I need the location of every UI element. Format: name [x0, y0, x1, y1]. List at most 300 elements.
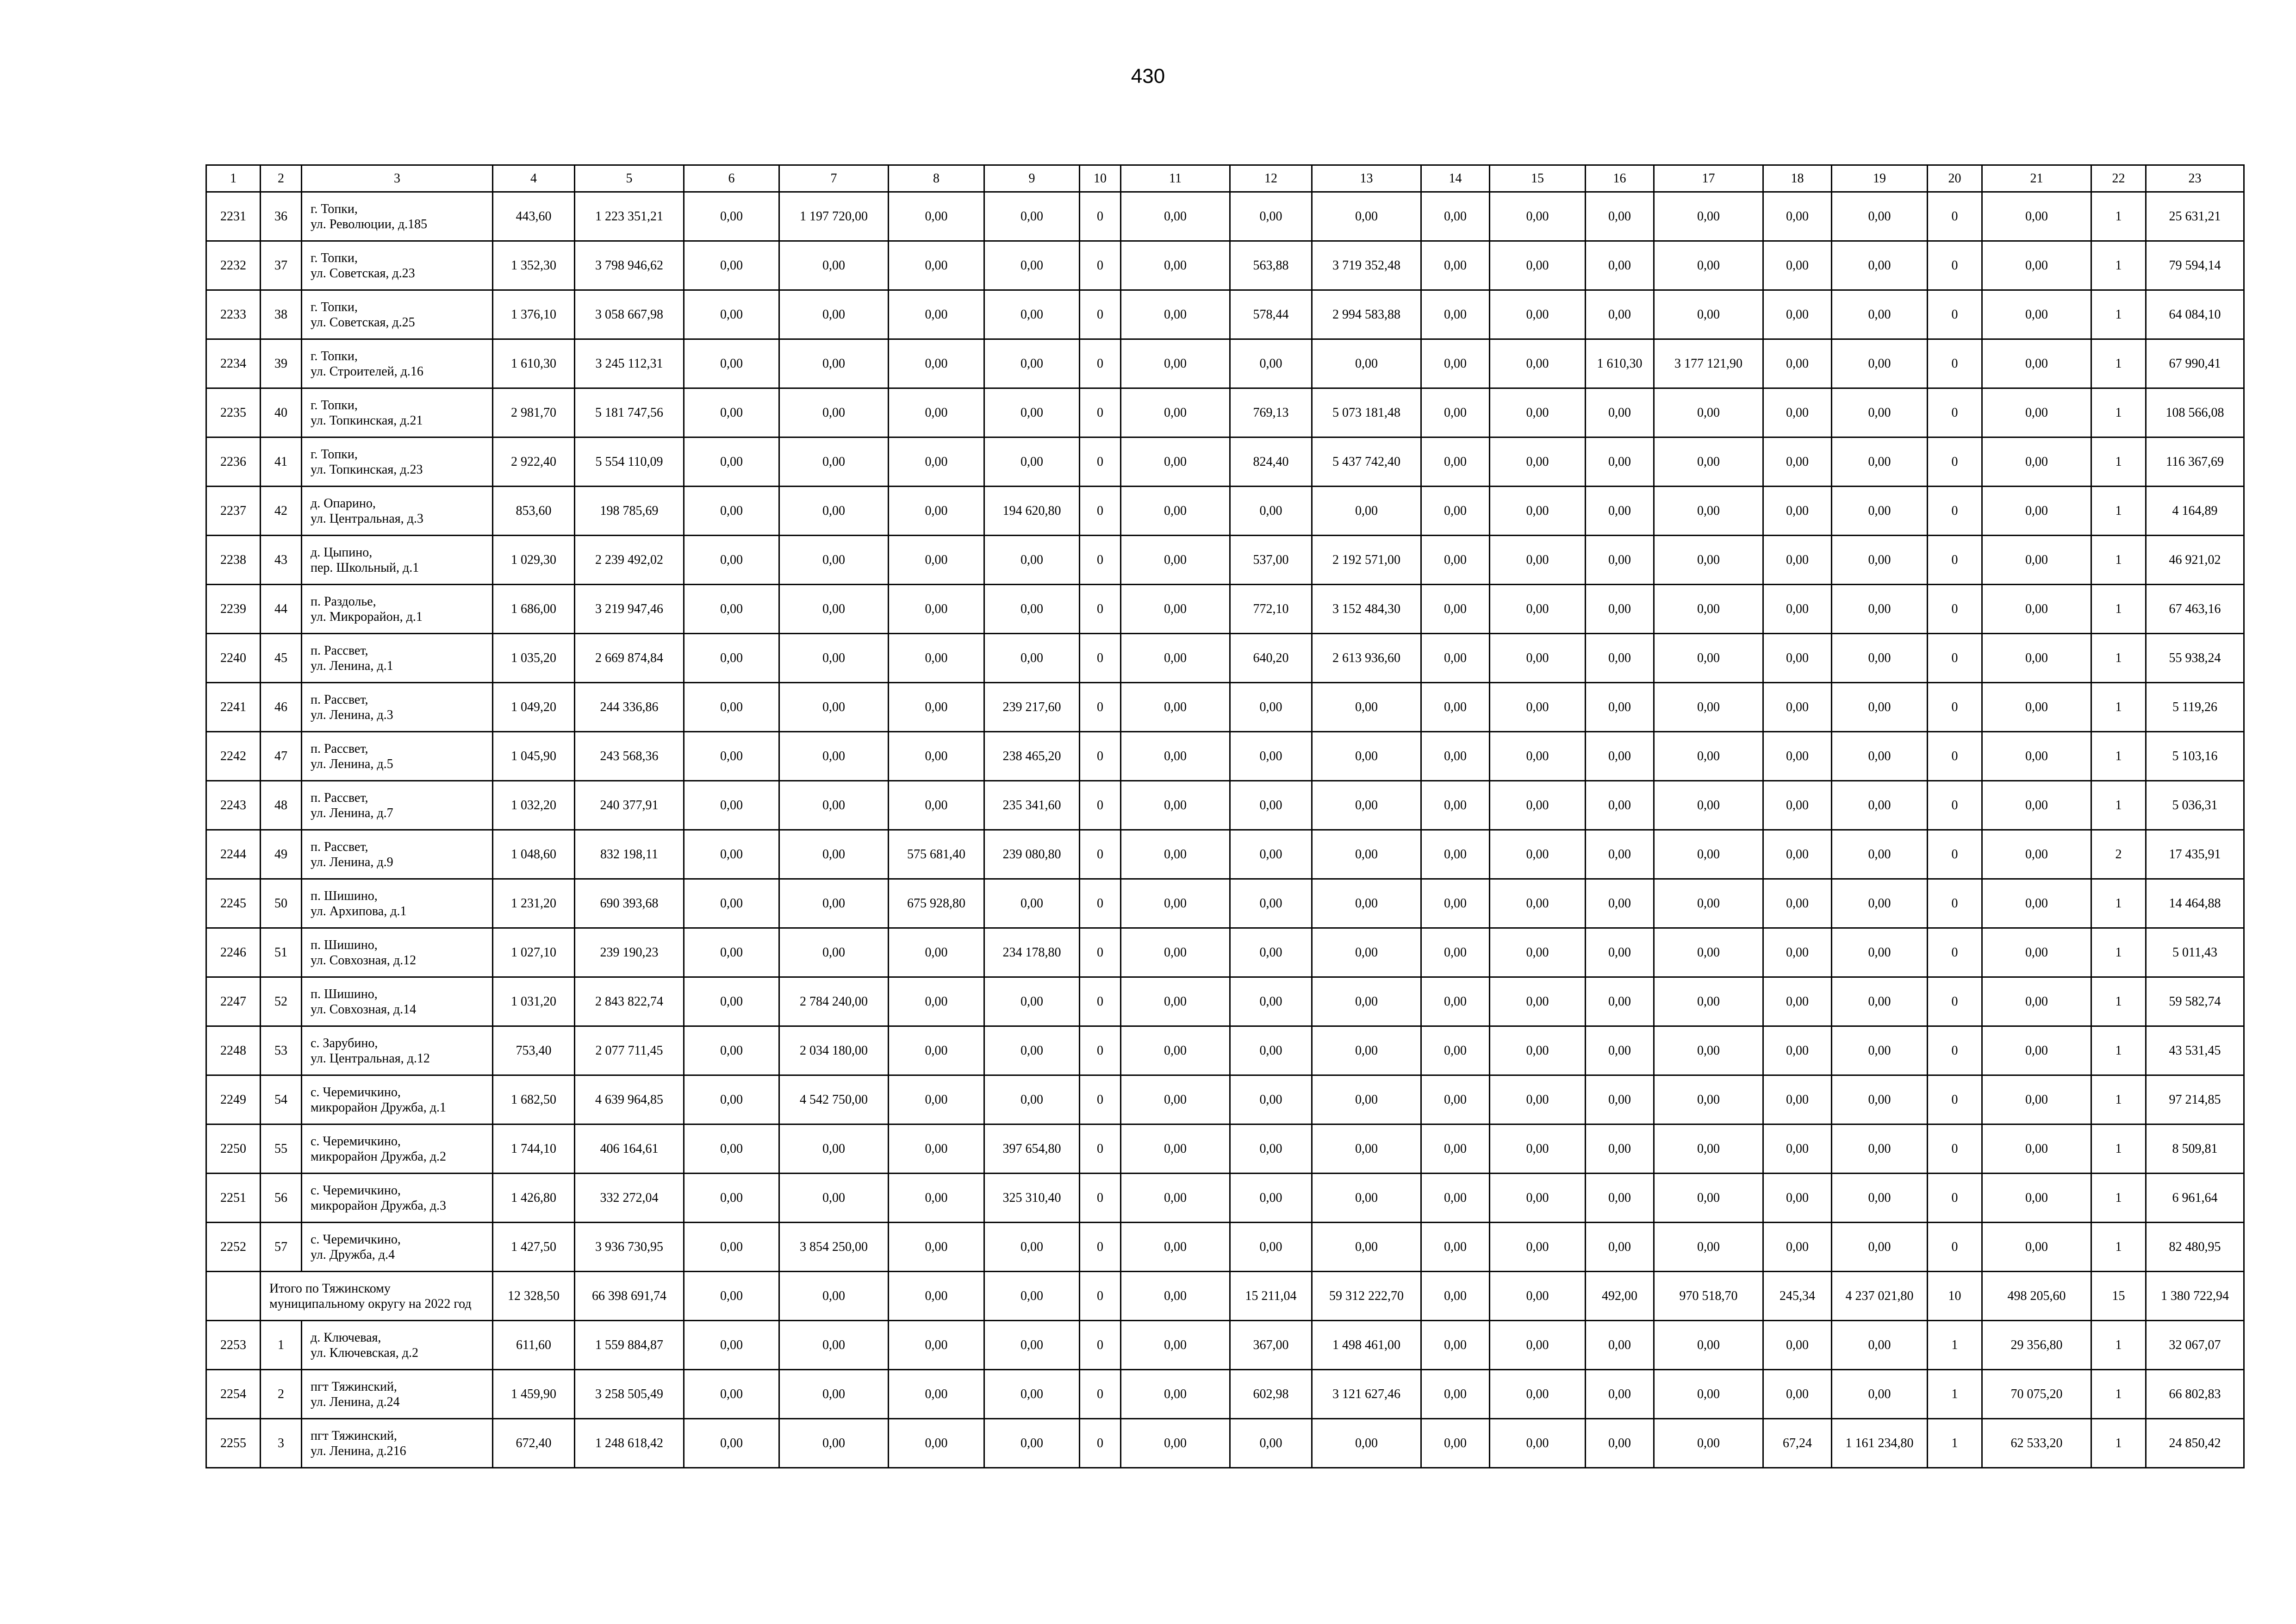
value-cell-col-6: 0,00 [684, 1026, 779, 1075]
address-locality: д. Цыпино, [311, 545, 373, 560]
value-cell-col-4: 1 682,50 [493, 1075, 575, 1124]
value-cell-col-10: 0 [1080, 683, 1121, 732]
value-cell-col-6: 0,00 [684, 585, 779, 634]
address-cell [302, 1026, 493, 1075]
value-cell-col-23: 5 036,31 [2146, 781, 2244, 830]
value-cell-col-5: 1 248 618,42 [575, 1419, 684, 1468]
value-cell-col-5: 2 239 492,02 [575, 536, 684, 585]
value-cell-col-5: 243 568,36 [575, 732, 684, 781]
value-cell-col-6: 0,00 [684, 977, 779, 1026]
table-row [206, 928, 2244, 977]
row-number-cell: 2251 [206, 1174, 261, 1223]
column-number-cell: 17 [1654, 165, 1763, 192]
value-cell-col-5: 2 669 874,84 [575, 634, 684, 683]
row-number-cell: 2236 [206, 437, 261, 487]
value-cell-col-18: 0,00 [1763, 830, 1832, 879]
value-cell-col-6: 0,00 [684, 487, 779, 536]
value-cell-col-16: 0,00 [1586, 977, 1654, 1026]
value-cell-col-23: 6 961,64 [2146, 1174, 2244, 1223]
address-street: ул. Ленина, д.216 [311, 1443, 406, 1458]
value-cell-col-18: 0,00 [1763, 1075, 1832, 1124]
value-cell-col-13: 0,00 [1312, 683, 1421, 732]
value-cell-col-20: 0 [1928, 388, 1982, 437]
row-number-cell: 2231 [206, 192, 261, 241]
value-cell-col-15: 0,00 [1490, 732, 1586, 781]
value-cell-col-13: 2 994 583,88 [1312, 290, 1421, 339]
value-cell-col-12: 0,00 [1230, 192, 1312, 241]
value-cell-col-15: 0,00 [1490, 1124, 1586, 1174]
value-cell-col-8: 0,00 [889, 634, 984, 683]
row-number-cell: 2233 [206, 290, 261, 339]
value-cell-col-9: 0,00 [984, 1321, 1080, 1370]
address-cell [302, 1223, 493, 1272]
value-cell-col-7: 3 854 250,00 [779, 1223, 889, 1272]
value-cell-col-23: 5 103,16 [2146, 732, 2244, 781]
item-index-cell: 55 [261, 1124, 302, 1174]
value-cell-col-22: 1 [2091, 1419, 2146, 1468]
total-label [261, 1272, 493, 1321]
value-cell-col-23: 1 380 722,94 [2146, 1272, 2244, 1321]
value-cell-col-17: 0,00 [1654, 487, 1763, 536]
value-cell-col-9: 325 310,40 [984, 1174, 1080, 1223]
value-cell-col-14: 0,00 [1421, 732, 1490, 781]
value-cell-col-22: 1 [2091, 1370, 2146, 1419]
value-cell-col-11: 0,00 [1121, 585, 1230, 634]
value-cell-col-21: 0,00 [1982, 1174, 2091, 1223]
value-cell-col-18: 0,00 [1763, 732, 1832, 781]
value-cell-col-9: 239 080,80 [984, 830, 1080, 879]
value-cell-col-17: 0,00 [1654, 388, 1763, 437]
value-cell-col-14: 0,00 [1421, 339, 1490, 388]
value-cell-col-11: 0,00 [1121, 683, 1230, 732]
value-cell-col-16: 0,00 [1586, 585, 1654, 634]
address-locality: пгт Тяжинский, [311, 1428, 397, 1443]
address-cell [302, 1321, 493, 1370]
table-row [206, 290, 2244, 339]
value-cell-col-22: 1 [2091, 290, 2146, 339]
value-cell-col-22: 1 [2091, 928, 2146, 977]
address-street: ул. Дружба, д.4 [311, 1247, 395, 1262]
value-cell-col-22: 1 [2091, 241, 2146, 290]
value-cell-col-19: 0,00 [1832, 388, 1928, 437]
address-street: ул. Ленина, д.3 [311, 707, 393, 722]
value-cell-col-13: 3 719 352,48 [1312, 241, 1421, 290]
item-index-cell: 54 [261, 1075, 302, 1124]
address-locality: п. Рассвет, [311, 839, 368, 854]
address-cell [302, 634, 493, 683]
value-cell-col-20: 1 [1928, 1321, 1982, 1370]
row-number-cell: 2250 [206, 1124, 261, 1174]
column-number-cell: 19 [1832, 165, 1928, 192]
value-cell-col-23: 97 214,85 [2146, 1075, 2244, 1124]
value-cell-col-14: 0,00 [1421, 192, 1490, 241]
value-cell-col-7: 0,00 [779, 487, 889, 536]
value-cell-col-15: 0,00 [1490, 241, 1586, 290]
address-locality: с. Черемичкино, [311, 1232, 401, 1247]
value-cell-col-23: 32 067,07 [2146, 1321, 2244, 1370]
value-cell-col-11: 0,00 [1121, 388, 1230, 437]
value-cell-col-15: 0,00 [1490, 683, 1586, 732]
value-cell-col-7: 0,00 [779, 1370, 889, 1419]
value-cell-col-5: 3 798 946,62 [575, 241, 684, 290]
row-number-cell: 2238 [206, 536, 261, 585]
value-cell-col-12: 367,00 [1230, 1321, 1312, 1370]
value-cell-col-7: 0,00 [779, 781, 889, 830]
value-cell-col-17: 0,00 [1654, 1419, 1763, 1468]
value-cell-col-11: 0,00 [1121, 928, 1230, 977]
value-cell-col-8: 675 928,80 [889, 879, 984, 928]
value-cell-col-4: 1 031,20 [493, 977, 575, 1026]
value-cell-col-23: 79 594,14 [2146, 241, 2244, 290]
value-cell-col-12: 0,00 [1230, 1419, 1312, 1468]
address-street: ул. Топкинская, д.21 [311, 413, 423, 428]
value-cell-col-12: 0,00 [1230, 781, 1312, 830]
value-cell-col-13: 59 312 222,70 [1312, 1272, 1421, 1321]
value-cell-col-21: 0,00 [1982, 536, 2091, 585]
value-cell-col-6: 0,00 [684, 290, 779, 339]
value-cell-col-4: 1 027,10 [493, 928, 575, 977]
value-cell-col-8: 0,00 [889, 192, 984, 241]
value-cell-col-11: 0,00 [1121, 830, 1230, 879]
column-number-cell: 22 [2091, 165, 2146, 192]
value-cell-col-15: 0,00 [1490, 1419, 1586, 1468]
value-cell-col-12: 602,98 [1230, 1370, 1312, 1419]
address-street: ул. Центральная, д.12 [311, 1051, 430, 1066]
value-cell-col-18: 0,00 [1763, 1124, 1832, 1174]
value-cell-col-14: 0,00 [1421, 290, 1490, 339]
value-cell-col-4: 2 922,40 [493, 437, 575, 487]
row-number-cell: 2240 [206, 634, 261, 683]
value-cell-col-16: 0,00 [1586, 241, 1654, 290]
value-cell-col-19: 0,00 [1832, 1174, 1928, 1223]
value-cell-col-13: 0,00 [1312, 928, 1421, 977]
value-cell-col-13: 0,00 [1312, 1174, 1421, 1223]
value-cell-col-16: 0,00 [1586, 1026, 1654, 1075]
value-cell-col-15: 0,00 [1490, 1272, 1586, 1321]
value-cell-col-9: 0,00 [984, 634, 1080, 683]
value-cell-col-5: 198 785,69 [575, 487, 684, 536]
value-cell-col-19: 0,00 [1832, 1370, 1928, 1419]
value-cell-col-4: 443,60 [493, 192, 575, 241]
value-cell-col-12: 640,20 [1230, 634, 1312, 683]
value-cell-col-14: 0,00 [1421, 1075, 1490, 1124]
value-cell-col-15: 0,00 [1490, 388, 1586, 437]
value-cell-col-20: 0 [1928, 830, 1982, 879]
value-cell-col-13: 0,00 [1312, 1026, 1421, 1075]
value-cell-col-19: 0,00 [1832, 879, 1928, 928]
value-cell-col-9: 397 654,80 [984, 1124, 1080, 1174]
value-cell-col-23: 59 582,74 [2146, 977, 2244, 1026]
value-cell-col-20: 0 [1928, 781, 1982, 830]
value-cell-col-5: 1 223 351,21 [575, 192, 684, 241]
empty-cell [206, 1272, 261, 1321]
row-number-cell: 2249 [206, 1075, 261, 1124]
value-cell-col-8: 0,00 [889, 1026, 984, 1075]
item-index-cell: 2 [261, 1370, 302, 1419]
value-cell-col-19: 0,00 [1832, 536, 1928, 585]
column-number-cell: 13 [1312, 165, 1421, 192]
value-cell-col-19: 0,00 [1832, 830, 1928, 879]
value-cell-col-7: 0,00 [779, 585, 889, 634]
value-cell-col-13: 5 437 742,40 [1312, 437, 1421, 487]
address-locality: с. Черемичкино, [311, 1085, 401, 1099]
item-index-cell: 41 [261, 437, 302, 487]
value-cell-col-5: 5 554 110,09 [575, 437, 684, 487]
value-cell-col-6: 0,00 [684, 879, 779, 928]
table-row [206, 732, 2244, 781]
value-cell-col-22: 1 [2091, 388, 2146, 437]
item-index-cell: 48 [261, 781, 302, 830]
value-cell-col-22: 1 [2091, 683, 2146, 732]
value-cell-col-17: 0,00 [1654, 290, 1763, 339]
address-locality: г. Топки, [311, 398, 358, 412]
address-locality: г. Топки, [311, 250, 358, 265]
value-cell-col-8: 0,00 [889, 1223, 984, 1272]
address-cell [302, 437, 493, 487]
value-cell-col-19: 0,00 [1832, 1026, 1928, 1075]
value-cell-col-22: 1 [2091, 732, 2146, 781]
item-index-cell: 38 [261, 290, 302, 339]
value-cell-col-22: 1 [2091, 339, 2146, 388]
address-cell [302, 536, 493, 585]
value-cell-col-17: 0,00 [1654, 536, 1763, 585]
value-cell-col-9: 0,00 [984, 1075, 1080, 1124]
value-cell-col-10: 0 [1080, 1370, 1121, 1419]
value-cell-col-20: 0 [1928, 683, 1982, 732]
value-cell-col-10: 0 [1080, 290, 1121, 339]
item-index-cell: 46 [261, 683, 302, 732]
row-number-cell: 2255 [206, 1419, 261, 1468]
value-cell-col-19: 0,00 [1832, 437, 1928, 487]
value-cell-col-21: 498 205,60 [1982, 1272, 2091, 1321]
value-cell-col-10: 0 [1080, 977, 1121, 1026]
value-cell-col-11: 0,00 [1121, 1419, 1230, 1468]
value-cell-col-22: 1 [2091, 977, 2146, 1026]
address-street: ул. Советская, д.23 [311, 266, 415, 281]
value-cell-col-11: 0,00 [1121, 634, 1230, 683]
value-cell-col-19: 0,00 [1832, 1075, 1928, 1124]
value-cell-col-18: 0,00 [1763, 437, 1832, 487]
address-street: ул. Строителей, д.16 [311, 364, 423, 379]
address-cell [302, 928, 493, 977]
value-cell-col-4: 611,60 [493, 1321, 575, 1370]
value-cell-col-13: 1 498 461,00 [1312, 1321, 1421, 1370]
address-cell [302, 732, 493, 781]
value-cell-col-18: 0,00 [1763, 388, 1832, 437]
value-cell-col-18: 0,00 [1763, 339, 1832, 388]
value-cell-col-10: 0 [1080, 1419, 1121, 1468]
value-cell-col-12: 0,00 [1230, 928, 1312, 977]
value-cell-col-8: 575 681,40 [889, 830, 984, 879]
value-cell-col-19: 0,00 [1832, 977, 1928, 1026]
value-cell-col-12: 0,00 [1230, 339, 1312, 388]
item-index-cell: 57 [261, 1223, 302, 1272]
value-cell-col-21: 0,00 [1982, 192, 2091, 241]
row-number-cell: 2252 [206, 1223, 261, 1272]
value-cell-col-15: 0,00 [1490, 1174, 1586, 1223]
value-cell-col-8: 0,00 [889, 977, 984, 1026]
value-cell-col-21: 70 075,20 [1982, 1370, 2091, 1419]
value-cell-col-21: 0,00 [1982, 339, 2091, 388]
value-cell-col-8: 0,00 [889, 1075, 984, 1124]
address-street: ул. Ленина, д.9 [311, 855, 393, 869]
table-row [206, 1075, 2244, 1124]
value-cell-col-21: 0,00 [1982, 388, 2091, 437]
value-cell-col-5: 244 336,86 [575, 683, 684, 732]
value-cell-col-6: 0,00 [684, 781, 779, 830]
value-cell-col-8: 0,00 [889, 781, 984, 830]
value-cell-col-7: 0,00 [779, 1272, 889, 1321]
value-cell-col-11: 0,00 [1121, 437, 1230, 487]
value-cell-col-6: 0,00 [684, 732, 779, 781]
value-cell-col-12: 563,88 [1230, 241, 1312, 290]
row-number-cell: 2243 [206, 781, 261, 830]
value-cell-col-4: 1 032,20 [493, 781, 575, 830]
value-cell-col-14: 0,00 [1421, 1124, 1490, 1174]
value-cell-col-17: 0,00 [1654, 634, 1763, 683]
value-cell-col-5: 2 843 822,74 [575, 977, 684, 1026]
value-cell-col-18: 0,00 [1763, 1321, 1832, 1370]
value-cell-col-7: 0,00 [779, 1419, 889, 1468]
value-cell-col-20: 0 [1928, 1026, 1982, 1075]
column-number-cell: 1 [206, 165, 261, 192]
item-index-cell: 47 [261, 732, 302, 781]
address-locality: п. Рассвет, [311, 692, 368, 707]
value-cell-col-18: 0,00 [1763, 1026, 1832, 1075]
value-cell-col-17: 0,00 [1654, 1174, 1763, 1223]
value-cell-col-9: 0,00 [984, 388, 1080, 437]
address-street: ул. Топкинская, д.23 [311, 462, 423, 477]
value-cell-col-9: 0,00 [984, 1026, 1080, 1075]
value-cell-col-14: 0,00 [1421, 437, 1490, 487]
value-cell-col-10: 0 [1080, 1075, 1121, 1124]
address-street: ул. Центральная, д.3 [311, 511, 423, 526]
table-row [206, 437, 2244, 487]
value-cell-col-16: 0,00 [1586, 830, 1654, 879]
value-cell-col-9: 0,00 [984, 1370, 1080, 1419]
value-cell-col-17: 970 518,70 [1654, 1272, 1763, 1321]
value-cell-col-17: 0,00 [1654, 437, 1763, 487]
value-cell-col-7: 0,00 [779, 732, 889, 781]
value-cell-col-7: 1 197 720,00 [779, 192, 889, 241]
value-cell-col-21: 0,00 [1982, 290, 2091, 339]
item-index-cell: 45 [261, 634, 302, 683]
address-locality: п. Раздолье, [311, 594, 376, 609]
row-number-cell: 2248 [206, 1026, 261, 1075]
value-cell-col-5: 406 164,61 [575, 1124, 684, 1174]
value-cell-col-21: 0,00 [1982, 1075, 2091, 1124]
value-cell-col-13: 0,00 [1312, 339, 1421, 388]
table-body [206, 165, 2244, 1468]
value-cell-col-10: 0 [1080, 1124, 1121, 1174]
value-cell-col-14: 0,00 [1421, 1223, 1490, 1272]
value-cell-col-12: 0,00 [1230, 732, 1312, 781]
value-cell-col-17: 0,00 [1654, 192, 1763, 241]
column-number-cell: 8 [889, 165, 984, 192]
value-cell-col-5: 3 219 947,46 [575, 585, 684, 634]
value-cell-col-20: 1 [1928, 1419, 1982, 1468]
address-cell [302, 339, 493, 388]
value-cell-col-15: 0,00 [1490, 1223, 1586, 1272]
value-cell-col-9: 0,00 [984, 1419, 1080, 1468]
value-cell-col-6: 0,00 [684, 1370, 779, 1419]
value-cell-col-21: 0,00 [1982, 928, 2091, 977]
value-cell-col-16: 0,00 [1586, 1370, 1654, 1419]
address-locality: д. Ключевая, [311, 1330, 381, 1345]
value-cell-col-15: 0,00 [1490, 830, 1586, 879]
value-cell-col-15: 0,00 [1490, 1075, 1586, 1124]
value-cell-col-14: 0,00 [1421, 1174, 1490, 1223]
value-cell-col-17: 0,00 [1654, 683, 1763, 732]
value-cell-col-15: 0,00 [1490, 290, 1586, 339]
value-cell-col-10: 0 [1080, 879, 1121, 928]
address-cell [302, 1370, 493, 1419]
address-locality: с. Черемичкино, [311, 1134, 401, 1149]
value-cell-col-8: 0,00 [889, 1321, 984, 1370]
value-cell-col-6: 0,00 [684, 536, 779, 585]
table-row [206, 1026, 2244, 1075]
value-cell-col-14: 0,00 [1421, 830, 1490, 879]
value-cell-col-6: 0,00 [684, 1124, 779, 1174]
value-cell-col-19: 0,00 [1832, 683, 1928, 732]
value-cell-col-9: 0,00 [984, 192, 1080, 241]
item-index-cell: 1 [261, 1321, 302, 1370]
column-number-cell: 18 [1763, 165, 1832, 192]
value-cell-col-9: 0,00 [984, 290, 1080, 339]
value-cell-col-22: 1 [2091, 1174, 2146, 1223]
value-cell-col-5: 332 272,04 [575, 1174, 684, 1223]
value-cell-col-10: 0 [1080, 536, 1121, 585]
value-cell-col-16: 0,00 [1586, 732, 1654, 781]
value-cell-col-21: 0,00 [1982, 1026, 2091, 1075]
value-cell-col-13: 5 073 181,48 [1312, 388, 1421, 437]
value-cell-col-13: 0,00 [1312, 1223, 1421, 1272]
table-row [206, 683, 2244, 732]
column-number-cell: 2 [261, 165, 302, 192]
value-cell-col-7: 0,00 [779, 830, 889, 879]
table-row [206, 1223, 2244, 1272]
value-cell-col-14: 0,00 [1421, 585, 1490, 634]
value-cell-col-4: 1 049,20 [493, 683, 575, 732]
table-row [206, 192, 2244, 241]
address-locality: п. Шишино, [311, 987, 378, 1001]
value-cell-col-15: 0,00 [1490, 339, 1586, 388]
value-cell-col-10: 0 [1080, 732, 1121, 781]
address-cell [302, 192, 493, 241]
value-cell-col-5: 3 936 730,95 [575, 1223, 684, 1272]
value-cell-col-5: 240 377,91 [575, 781, 684, 830]
column-number-cell: 14 [1421, 165, 1490, 192]
value-cell-col-16: 0,00 [1586, 879, 1654, 928]
value-cell-col-8: 0,00 [889, 1272, 984, 1321]
table-row [206, 241, 2244, 290]
item-index-cell: 42 [261, 487, 302, 536]
value-cell-col-5: 3 245 112,31 [575, 339, 684, 388]
value-cell-col-22: 1 [2091, 634, 2146, 683]
table-row [206, 977, 2244, 1026]
value-cell-col-19: 0,00 [1832, 928, 1928, 977]
value-cell-col-13: 0,00 [1312, 1075, 1421, 1124]
value-cell-col-20: 0 [1928, 1075, 1982, 1124]
value-cell-col-23: 43 531,45 [2146, 1026, 2244, 1075]
value-cell-col-12: 772,10 [1230, 585, 1312, 634]
value-cell-col-11: 0,00 [1121, 1026, 1230, 1075]
value-cell-col-14: 0,00 [1421, 1272, 1490, 1321]
column-number-cell: 7 [779, 165, 889, 192]
value-cell-col-18: 0,00 [1763, 585, 1832, 634]
address-locality: п. Шишино, [311, 888, 378, 903]
value-cell-col-9: 238 465,20 [984, 732, 1080, 781]
